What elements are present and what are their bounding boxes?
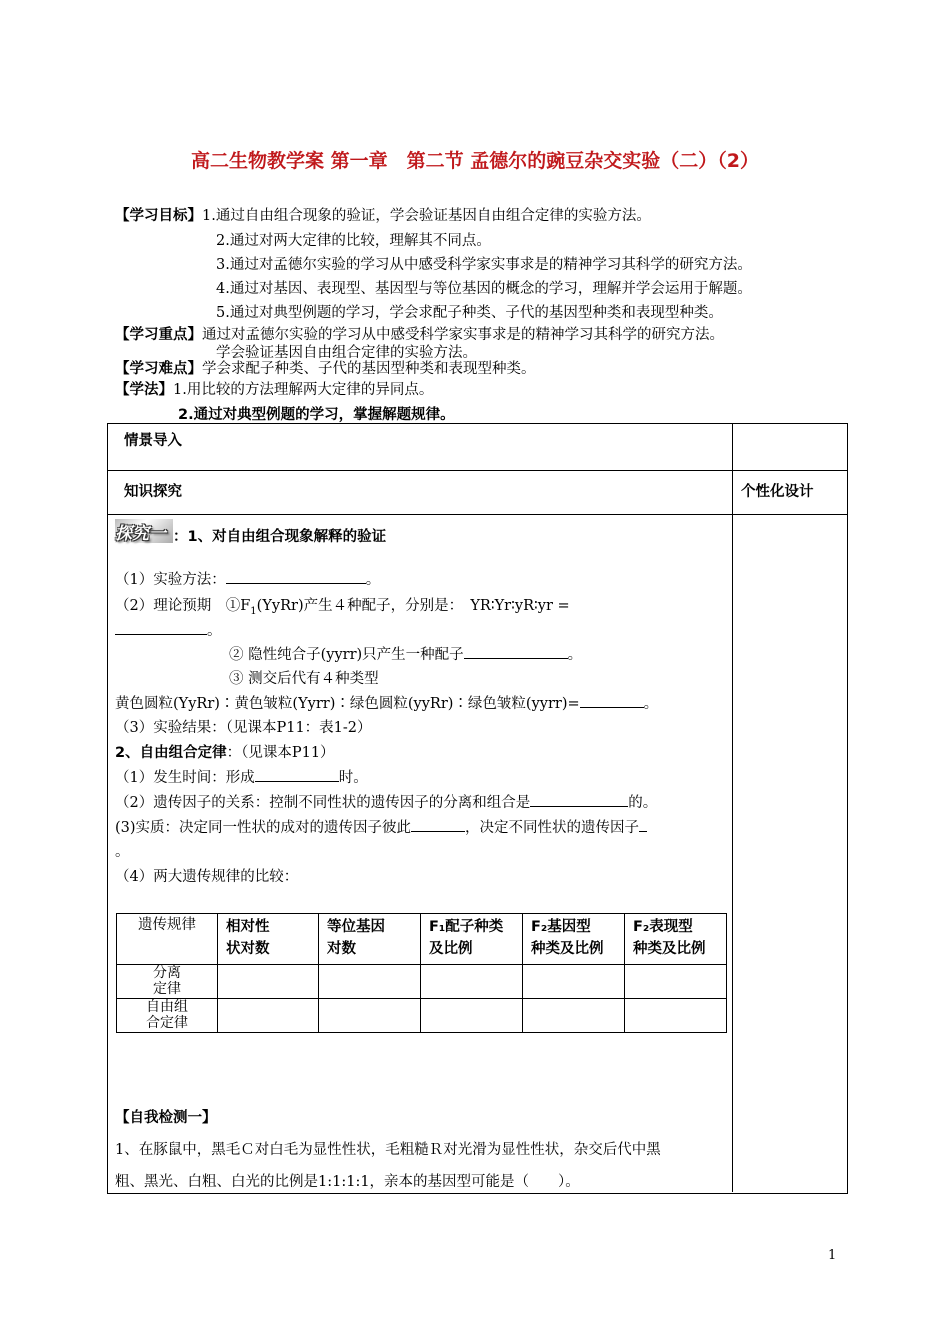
comparison-row <box>117 965 727 999</box>
answer-cell[interactable] <box>421 999 523 1033</box>
punct: 时。 <box>338 770 368 786</box>
page-title: 高二生物教学案 第一章 第二节 孟德尔的豌豆杂交实验（二）（2） <box>191 150 759 172</box>
relation-text: （2）遗传因子的关系：控制不同性状的遗传因子的分离和组合是 <box>115 795 531 811</box>
law-ref: ：（见课本P11） <box>226 745 335 761</box>
objective-item: 5.通过对典型例题的学习，学会求配子种类、子代的基因型种类和表现型种类。 <box>216 305 723 321</box>
answer-cell[interactable] <box>625 965 727 999</box>
objectives-label: 【学习目标】 <box>115 208 202 224</box>
objectives-row <box>115 204 651 225</box>
method-text-bold: 2.通过对典型例题的学习，掌握解题规律。 <box>178 407 455 423</box>
essence-end: 。 <box>115 844 130 860</box>
knowledge-label: 知识探究 <box>124 484 182 500</box>
answer-blank[interactable] <box>464 645 568 659</box>
comparison-table <box>116 913 727 1033</box>
objective-item: 4.通过对基因、表现型、基因型与等位基因的概念的学习，理解并学会运用于解题。 <box>216 281 752 297</box>
answer-cell[interactable] <box>218 999 319 1033</box>
method-text: 1.用比较的方法理解两大定律的异同点。 <box>173 382 434 398</box>
punct: 。 <box>643 696 659 712</box>
explore-heading: ：1、对自由组合现象解释的验证 <box>173 529 387 545</box>
comparison-header-cell <box>421 914 523 965</box>
header-text: 种类及比例 <box>531 941 604 957</box>
punct: 。 <box>365 572 381 588</box>
comparison-header-cell <box>523 914 625 965</box>
punct: 的。 <box>628 795 658 811</box>
law-line <box>115 741 335 762</box>
ratio-line <box>115 692 658 713</box>
result-line: （3）实验结果：（见课本P11：表1-2） <box>115 720 372 736</box>
method-row <box>115 378 433 399</box>
difficulties-row <box>115 357 536 378</box>
self-test-question: 粗、黑光、白粗、白光的比例是1:1:1:1，亲本的基因型可能是（ ）。 <box>115 1174 580 1190</box>
answer-cell[interactable] <box>421 965 523 999</box>
row-label-text: 自由组 <box>146 999 188 1015</box>
scene-intro-label: 情景导入 <box>124 433 182 449</box>
answer-blank[interactable] <box>639 818 647 832</box>
relation-line <box>115 791 657 812</box>
time-line <box>115 766 368 787</box>
comparison-header-cell <box>625 914 727 965</box>
difficulties-text: 学会求配子种类、子代的基因型种类和表现型种类。 <box>202 361 536 377</box>
recessive-line <box>229 643 582 664</box>
header-text: F₂表现型 <box>633 919 693 935</box>
prediction-line <box>115 594 570 617</box>
comparison-header-cell <box>319 914 421 965</box>
law-heading: 2、自由组合定律 <box>115 745 227 761</box>
prediction-text: （2）理论预期 ①F <box>115 598 251 614</box>
table-column-divider <box>732 423 733 1192</box>
header-text: 及比例 <box>429 941 473 957</box>
key-points-label: 【学习重点】 <box>115 327 202 343</box>
header-text: 状对数 <box>226 941 270 957</box>
answer-blank[interactable] <box>530 793 628 807</box>
punct: 。 <box>207 623 222 639</box>
prediction-text-rest: (YyRr)产生４种配子，分别是： YR∶Yr∶yR∶yr = <box>256 598 570 614</box>
row-label-text: 合定律 <box>146 1015 188 1031</box>
punct: 。 <box>567 647 583 663</box>
objective-item: 3.通过对孟德尔实验的学习从中感受科学家实事求是的精神学习其科学的研究方法。 <box>216 257 752 273</box>
comparison-header-cell <box>218 914 319 965</box>
method-label: 【学法】 <box>115 382 173 398</box>
table-divider <box>107 514 847 515</box>
ratio-text: 黄色圆粒(YyRr)∶黄色皱粒(Yyrr)∶绿色圆粒(yyRr)∶绿色皱粒(yyrr)= <box>115 696 580 712</box>
compare-line: （4）两大遗传规律的比较： <box>115 869 299 885</box>
header-text: 对数 <box>327 941 356 957</box>
header-text: F₂基因型 <box>531 919 591 935</box>
answer-blank[interactable] <box>255 768 339 782</box>
answer-cell[interactable] <box>319 999 421 1033</box>
table-divider <box>107 470 847 471</box>
comparison-header-cell <box>117 914 218 965</box>
header-text: 种类及比例 <box>633 941 706 957</box>
recessive-text: ② 隐性纯合子(yyrr)只产生一种配子 <box>229 647 464 663</box>
answer-cell[interactable] <box>218 965 319 999</box>
prediction-answer <box>115 619 222 640</box>
subscript: 1 <box>250 605 257 617</box>
answer-cell[interactable] <box>319 965 421 999</box>
method-question <box>115 568 380 589</box>
objective-item: 1.通过自由组合现象的验证，学会验证基因自由组合定律的实验方法。 <box>202 208 651 224</box>
self-test-label: 【自我检测一】 <box>115 1110 217 1126</box>
row-label-text: 分离 <box>153 965 181 981</box>
answer-cell[interactable] <box>523 999 625 1033</box>
comparison-header-row <box>117 914 727 965</box>
page-number: 1 <box>828 1248 837 1263</box>
row-label-text: 定律 <box>153 981 181 997</box>
row-label <box>117 999 218 1033</box>
essence-line <box>115 816 647 837</box>
header-text: 等位基因 <box>327 919 385 935</box>
method-question-text: （1）实验方法： <box>115 572 226 588</box>
header-text: 相对性 <box>226 919 270 935</box>
explore-stamp: 探究一 <box>115 519 173 543</box>
essence-text: (3)实质：决定同一性状的成对的遗传因子彼此 <box>115 820 412 836</box>
answer-blank[interactable] <box>226 570 366 584</box>
essence-text-mid: ，决定不同性状的遗传因子 <box>465 820 640 836</box>
answer-blank[interactable] <box>580 694 644 708</box>
self-test-question: 1、在豚鼠中，黑毛Ｃ对白毛为显性性状，毛粗糙Ｒ对光滑为显性性状，杂交后代中黑 <box>115 1142 661 1158</box>
key-point-text: 学会验证基因自由组合定律的实验方法。 <box>216 345 477 361</box>
answer-blank[interactable] <box>115 621 207 635</box>
header-text: 遗传规律 <box>138 917 196 933</box>
comparison-row <box>117 999 727 1033</box>
answer-cell[interactable] <box>625 999 727 1033</box>
answer-cell[interactable] <box>523 965 625 999</box>
time-text: （1）发生时间：形成 <box>115 770 255 786</box>
key-point-text: 通过对孟德尔实验的学习从中感受科学家实事求是的精神学习其科学的研究方法。 <box>202 327 724 343</box>
personal-design-label: 个性化设计 <box>741 484 814 500</box>
difficulties-label: 【学习难点】 <box>115 361 202 377</box>
answer-blank[interactable] <box>411 818 465 832</box>
row-label <box>117 965 218 999</box>
testcross-line: ③ 测交后代有４种类型 <box>229 671 379 687</box>
header-text: F₁配子种类 <box>429 919 504 935</box>
objective-item: 2.通过对两大定律的比较，理解其不同点。 <box>216 233 491 249</box>
